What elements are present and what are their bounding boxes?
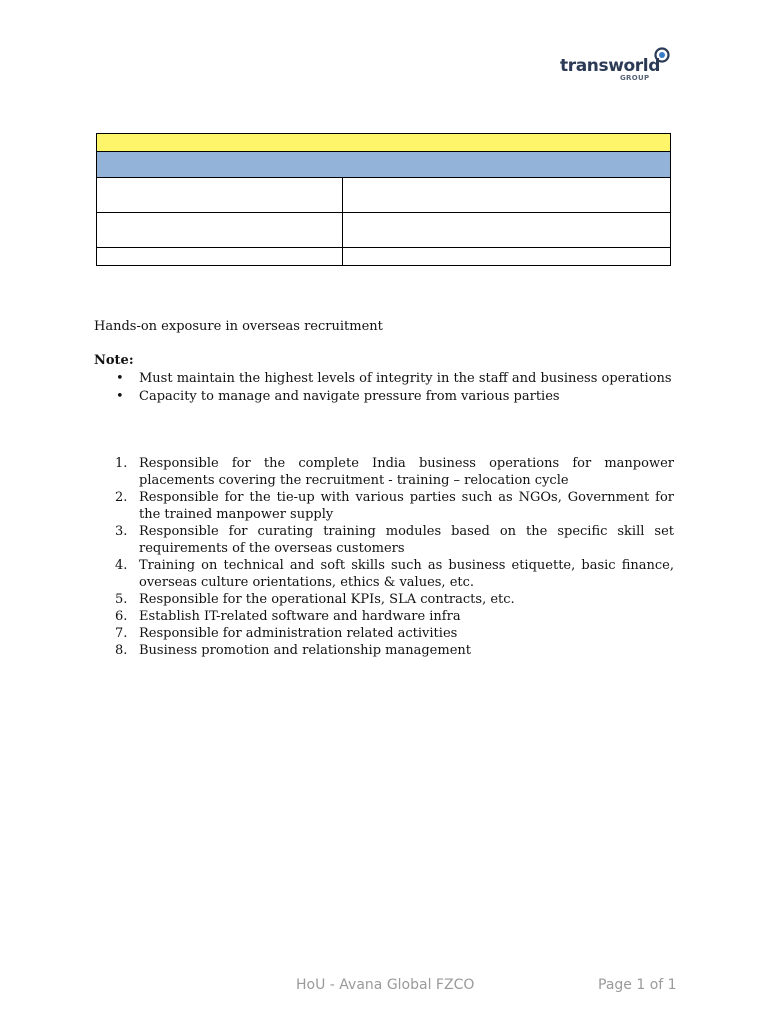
table-cell (97, 152, 671, 178)
table-row (97, 248, 671, 266)
list-text: Responsible for administration related activities (139, 626, 458, 641)
list-item (94, 591, 674, 608)
table-cell (97, 178, 343, 213)
list-text: Establish IT-related software and hardware infra (139, 609, 461, 624)
list-number: 8. (115, 643, 128, 658)
table-row-blue (97, 152, 671, 178)
list-text: Responsible for curating training modules based on the specific skill set requirements of the overseas customers (139, 524, 674, 556)
list-text: Training on technical and soft skills such as business etiquette, basic finance, overseas culture orientations, ethics & values, etc. (139, 558, 674, 590)
list-number: 7. (115, 626, 128, 641)
footer-company: HoU - Avana Global FZCO (296, 977, 475, 993)
list-item (94, 523, 674, 557)
intro-text: Hands-on exposure in overseas recruitment (94, 319, 383, 334)
list-number: 1. (115, 456, 128, 471)
list-number: 2. (115, 490, 128, 505)
list-item (94, 455, 674, 489)
footer-page-number: Page 1 of 1 (598, 977, 677, 993)
list-item (94, 489, 674, 523)
table-row (97, 213, 671, 248)
list-text: Responsible for the complete India business operations for manpower placements covering the recruitment - training – relocation cycle (139, 456, 674, 488)
list-item (94, 642, 674, 659)
note-bullet-list (94, 370, 672, 406)
table-cell (343, 248, 671, 266)
responsibilities-list (94, 455, 674, 659)
logo-wordmark: transworld (560, 56, 660, 76)
note-label: Note: (94, 353, 134, 368)
list-item: • Capacity to manage and navigate pressure from various parties (94, 388, 672, 406)
logo-ring-icon (654, 47, 670, 63)
table-cell (343, 213, 671, 248)
list-number: 5. (115, 592, 128, 607)
table-row-yellow (97, 134, 671, 152)
list-item (94, 625, 674, 642)
table-row (97, 178, 671, 213)
list-item (94, 557, 674, 591)
list-text: Responsible for the tie-up with various parties such as NGOs, Government for the trained manpower supply (139, 490, 674, 522)
table-cell (343, 178, 671, 213)
list-text: Business promotion and relationship management (139, 643, 471, 658)
table-cell (97, 134, 671, 152)
list-number: 6. (115, 609, 128, 624)
table-cell (97, 248, 343, 266)
list-number: 3. (115, 524, 128, 539)
table-cell (97, 213, 343, 248)
list-item (94, 608, 674, 625)
logo-group-text: GROUP (620, 74, 650, 82)
list-number: 4. (115, 558, 128, 573)
company-logo (558, 44, 674, 84)
header-table (96, 133, 671, 266)
list-text: Responsible for the operational KPIs, SLA contracts, etc. (139, 592, 515, 607)
list-item: • Must maintain the highest levels of integrity in the staff and business operations (94, 370, 672, 388)
